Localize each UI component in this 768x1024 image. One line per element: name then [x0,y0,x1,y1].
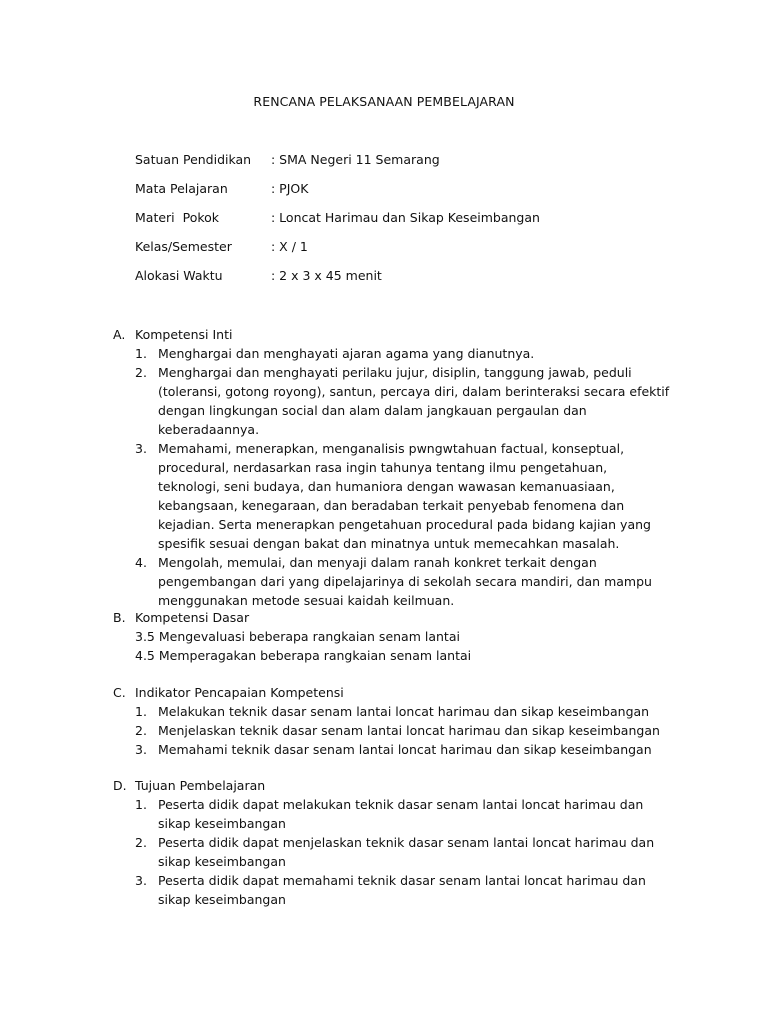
identity-row [135,181,540,210]
item-number: 3. [135,441,147,456]
item-text: Menghargai dan menghayati perilaku jujur, disiplin, tanggung jawab, peduli (toleransi, gotong royong), santun, percaya diri, dalam berinteraksi secara efektif dengan lingkungan social dan alam dalam jangkauan pergaulan dan keberadaannya. [158,365,670,437]
list-item [135,740,673,759]
identity-value: : 2 x 3 x 45 menit [271,268,382,283]
item-text: Menjelaskan teknik dasar senam lantai loncat harimau dan sikap keseimbangan [158,723,660,738]
list-item: 4.5 Memperagakan beberapa rangkaian senam lantai [135,648,472,663]
list-item [135,871,673,909]
list-item [135,721,673,740]
item-text: Peserta didik dapat memahami teknik dasar senam lantai loncat harimau dan sikap keseimbangan [158,873,646,907]
list-item [135,344,673,363]
item-number: 1. [135,346,147,361]
item-text: Peserta didik dapat menjelaskan teknik dasar senam lantai loncat harimau dan sikap keseimbangan [158,835,655,869]
item-number: 4. [135,555,147,570]
section-list [113,344,673,610]
identity-row [135,210,540,239]
identity-value: : SMA Negeri 11 Semarang [271,152,440,167]
identity-row [135,152,540,181]
identity-table [135,152,540,297]
item-number: 2. [135,835,147,850]
item-text: Menghargai dan menghayati ajaran agama yang dianutnya. [158,346,535,361]
item-text: Memahami, menerapkan, menganalisis pwngwtahuan factual, konseptual, procedural, nerdasarkan rasa ingin tahunya tentang ilmu pengetahuan, teknologi, seni budaya, dan humaniora dengan wawasan kemanuasiaan, kebangsaan, kenegaraan, dan beradaban terkait penyebab fenomena dan kejadian. Serta menerapkan pengetahuan procedural pada bidang kajian yang spesifik sesuai dengan bakat dan minatnya untuk memecahkan masalah. [158,441,651,551]
section-list [113,795,673,909]
section-letter: A. [113,327,126,342]
section-heading [113,683,673,702]
item-number: 2. [135,723,147,738]
section-heading [113,776,673,795]
identity-label: Mata Pelajaran [135,181,228,196]
list-item: 3.5 Mengevaluasi beberapa rangkaian senam lantai [135,629,460,644]
document-title: RENCANA PELAKSANAAN PEMBELAJARAN [253,94,515,109]
section-indikator [113,683,673,759]
item-number: 2. [135,365,147,380]
item-text: Mengolah, memulai, dan menyaji dalam ranah konkret terkait dengan pengembangan dari yang dipelajarinya di sekolah secara mandiri, dan mampu menggunakan metode sesuai kaidah keilmuan. [158,555,652,608]
item-text: Melakukan teknik dasar senam lantai loncat harimau dan sikap keseimbangan [158,704,650,719]
list-item [135,702,673,721]
list-item [135,795,673,833]
item-number: 1. [135,797,147,812]
identity-label: Kelas/Semester [135,239,232,254]
section-list [113,702,673,759]
identity-row [135,268,540,297]
item-text: Peserta didik dapat melakukan teknik dasar senam lantai loncat harimau dan sikap keseimbangan [158,797,644,831]
list-item [135,363,673,439]
section-tujuan [113,776,673,909]
item-text: Memahami teknik dasar senam lantai loncat harimau dan sikap keseimbangan [158,742,652,757]
section-title: Kompetensi Dasar [135,610,250,625]
identity-label: Satuan Pendidikan [135,152,252,167]
identity-value: : X / 1 [271,239,308,254]
section-letter: C. [113,685,126,700]
identity-value: : PJOK [271,181,309,196]
identity-row [135,239,540,268]
item-number: 3. [135,873,147,888]
list-item [135,553,673,610]
list-item [135,439,673,553]
section-heading [113,608,673,627]
identity-label: Alokasi Waktu [135,268,223,283]
section-title: Tujuan Pembelajaran [135,778,266,793]
section-letter: B. [113,610,126,625]
section-letter: D. [113,778,127,793]
list-item [135,833,673,871]
section-list [113,627,673,665]
identity-value: : Loncat Harimau dan Sikap Keseimbangan [271,210,540,225]
item-number: 1. [135,704,147,719]
section-title: Indikator Pencapaian Kompetensi [135,685,344,700]
section-title: Kompetensi Inti [135,327,233,342]
section-kompetensi-dasar [113,608,673,665]
section-kompetensi-inti [113,325,673,610]
section-heading [113,325,673,344]
item-number: 3. [135,742,147,757]
identity-label: Materi Pokok [135,210,220,225]
